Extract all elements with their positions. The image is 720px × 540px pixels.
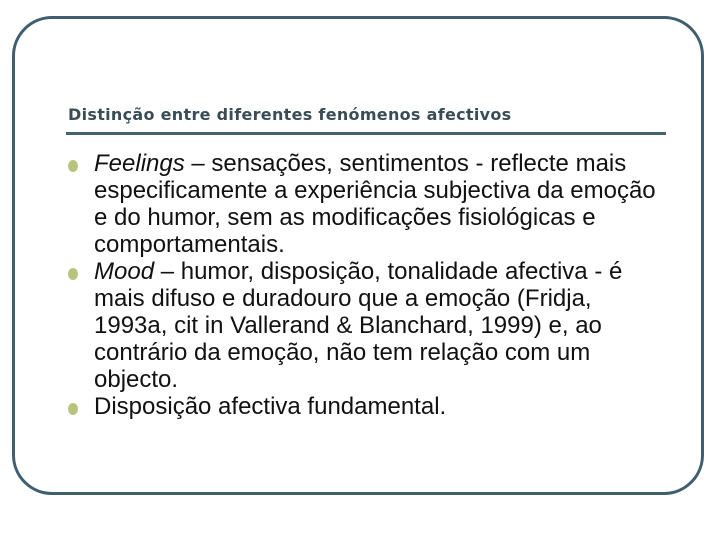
bullet-item-feelings (68, 150, 668, 258)
bullet-term: Mood (94, 258, 155, 285)
title-divider (66, 132, 666, 135)
bullet-text: Disposição afectiva fundamental. (94, 393, 447, 420)
bullet-list (68, 150, 668, 420)
bullet-text: – humor, disposição, tonalidade afectiva - é mais difuso e duradouro que a emoção (Fridja, 1993a, cit in Vallerand & Blanchard, 1999) e, ao contrário da emoção, não tem relação com um objecto. (94, 258, 623, 393)
bullet-dot-icon (68, 268, 78, 280)
slide-title: Distinção entre diferentes fenómenos afectivos (68, 105, 512, 124)
bullet-dot-icon (68, 403, 78, 415)
bullet-term: Feelings (94, 150, 185, 177)
bullet-item-mood (68, 258, 668, 393)
bullet-item-disposition (68, 393, 668, 420)
bullet-dot-icon (68, 160, 78, 172)
bullet-text: – sensações, sentimentos - reflecte mais especificamente a experiência subjectiva da emoção e do humor, sem as modificações fisiológicas e comportamentais. (94, 150, 656, 258)
